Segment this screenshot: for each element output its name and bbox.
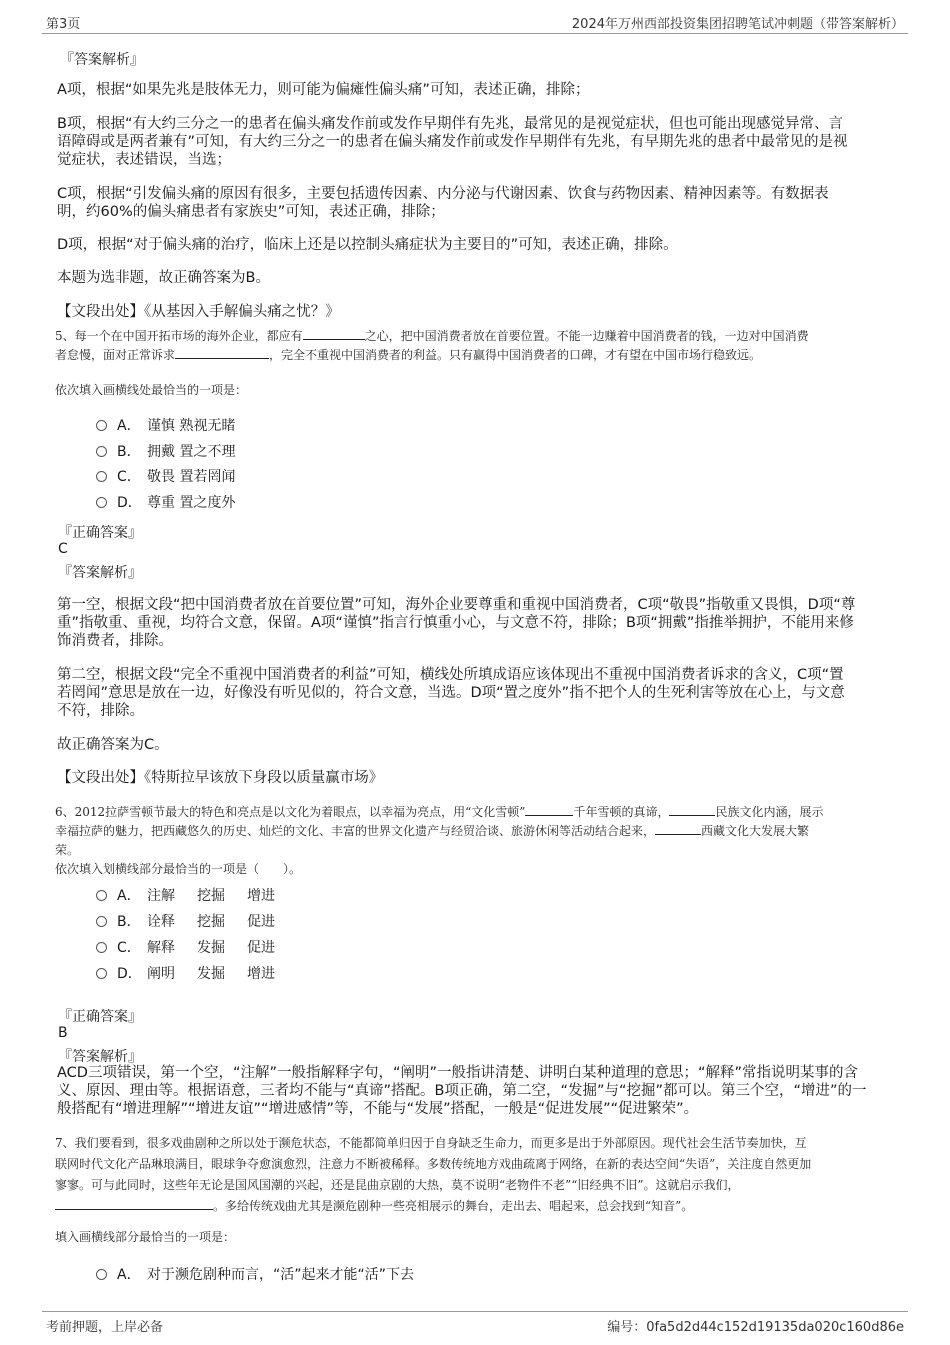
fill-blank: [669, 803, 715, 816]
q5-option-d[interactable]: D． 尊重 置之度外: [96, 493, 235, 513]
q5-analysis-p1-line3: 饰消费者，排除。: [57, 633, 173, 649]
analysis-b-line2: 语障碍或是两者兼有”可知，有大约三分之一的患者在偏头痛发作前或发作早期伴有先兆，有早期先兆的患者中最常见的是视: [57, 134, 848, 150]
q7-option-a[interactable]: A． 对于濒危剧种而言，“活”起来才能“活”下去: [96, 1265, 414, 1285]
fill-blank: [175, 346, 269, 359]
analysis-label: 『答案解析』: [58, 565, 142, 581]
radio-icon[interactable]: [96, 968, 107, 979]
footer-slogan: 考前押题，上岸必备: [46, 1320, 164, 1335]
q6-option-a[interactable]: A． 注解 挖掘 增进: [96, 886, 275, 906]
analysis-b-line1: B项，根据“有大约三分之一的患者在偏头痛发作前或发作早期伴有先兆，最常见的是视觉症状，但也可能出现感觉异常、言: [57, 116, 843, 132]
analysis-conclusion: 本题为选非题，故正确答案为B。: [57, 270, 270, 286]
radio-icon[interactable]: [96, 942, 107, 953]
radio-icon[interactable]: [96, 1269, 107, 1280]
q6-analysis-line2: 义、原因、理由等。根据语意，三者均不能与“真谛”搭配。B项正确，第二空，“发掘”与“挖掘”都可以。第三个空，“增进”的一: [57, 1083, 867, 1099]
footer-divider: [42, 1311, 908, 1312]
q5-analysis-p2-line1: 第二空，根据文段“完全不重视中国消费者的利益”可知，横线处所填成语应该体现出不重视中国消费者诉求的含义，C项“置: [57, 667, 844, 683]
q6-option-c[interactable]: C． 解释 发掘 促进: [96, 938, 275, 958]
q5-option-a[interactable]: A． 谨慎 熟视无睹: [96, 416, 235, 436]
source-citation: 【文段出处】《从基因入手解偏头痛之忧？》: [57, 304, 340, 320]
radio-icon[interactable]: [96, 471, 107, 482]
q5-conclusion: 故正确答案为C。: [57, 737, 169, 753]
analysis-c-line2: 明，约60%的偏头痛患者有家族史”可知，表述正确，排除；: [57, 204, 445, 220]
q5-stem-line2: 者怠慢，面对正常诉求 ，完全不重视中国消费者的利益。只有赢得中国消费者的口碑，才有望在中国市场行稳致远。: [55, 348, 762, 362]
analysis-a: A项，根据“如果先兆是肢体无力，则可能为偏瘫性偏头痛”可知，表述正确，排除；: [57, 82, 590, 98]
fill-blank: [655, 822, 701, 835]
q6-option-d[interactable]: D． 阐明 发掘 增进: [96, 964, 275, 984]
correct-answer-label: 『正确答案』: [58, 525, 142, 541]
doc-title: 2024年万州西部投资集团招聘笔试冲刺题（带答案解析）: [571, 17, 904, 32]
q7-stem-line2: 联网时代文化产品琳琅满目，眼球争夺愈演愈烈，注意力不断被稀释。多数传统地方戏曲疏离于网络，在新的表达空间“失语”，关注度自然更加: [55, 1157, 812, 1171]
q7-stem-line1: 7、我们要看到，很多戏曲剧种之所以处于濒危状态，不能都简单归因于自身缺乏生命力，而更多是出于外部原因。现代社会生活节奏加快，互: [55, 1136, 807, 1150]
q6-stem-line1: 6、2012拉萨雪顿节最大的特色和亮点是以文化为着眼点，以幸福为亮点，用“文化雪顿” 千年雪顿的真谛， 民族文化内涵，展示: [55, 805, 824, 819]
source-citation: 【文段出处】《特斯拉早该放下身段以质量赢市场》: [57, 770, 384, 786]
q6-prompt: 依次填入划横线部分最恰当的一项是（ ）。: [55, 862, 302, 876]
radio-icon[interactable]: [96, 420, 107, 431]
analysis-b-line3: 觉症状，表述错误，当选；: [57, 152, 231, 168]
q5-option-b[interactable]: B． 拥戴 置之不理: [96, 442, 235, 462]
q5-analysis-p2-line2: 若罔闻”意思是放在一边，好像没有听见似的，符合文意，当选。D项“置之度外”指不把个人的生死利害等放在心上，与文意: [57, 685, 845, 701]
analysis-label: 『答案解析』: [58, 1049, 142, 1065]
q6-stem-line2: 幸福拉萨的魅力，把西藏悠久的历史、灿烂的文化、丰富的世界文化遗产与经贸洽谈、旅游休闲等活动结合起来， 西藏文化大发展大繁: [55, 824, 810, 838]
radio-icon[interactable]: [96, 446, 107, 457]
analysis-c-line1: C项，根据“引发偏头痛的原因有很多，主要包括遗传因素、内分泌与代谢因素、饮食与药物因素、精神因素等。有数据表: [57, 186, 829, 202]
radio-icon[interactable]: [96, 916, 107, 927]
q6-analysis-line3: 般搭配有“增进理解”“增进友谊”“增进感情”等，不能与“发展”搭配，一般是“促进发展”“促进繁荣”。: [57, 1101, 699, 1117]
analysis-d: D项，根据“对于偏头痛的治疗，临床上还是以控制头痛症状为主要目的”可知，表述正确，排除。: [57, 237, 678, 253]
q5-prompt: 依次填入画横线处最恰当的一项是：: [55, 383, 248, 397]
q7-stem-line4: 。多给传统戏曲尤其是濒危剧种一些亮相展示的舞台，走出去、唱起来，总会找到“知音”。: [55, 1197, 693, 1216]
q7-prompt: 填入画横线部分最恰当的一项是：: [55, 1230, 236, 1244]
correct-answer: B: [58, 1025, 68, 1041]
q7-stem-line3: 寥寥。可与此同时，这些年无论是国风国潮的兴起，还是昆曲京剧的大热，莫不说明“老物件不老”“旧经典不旧”。这就启示我们，: [55, 1178, 740, 1192]
q5-analysis-p1-line1: 第一空，根据文段“把中国消费者放在首要位置”可知，海外企业要尊重和重视中国消费者，C项“敬畏”指敬重又畏惧，D项“尊: [57, 597, 856, 613]
page-number: 第3页: [46, 17, 81, 32]
fill-blank: [303, 327, 365, 340]
footer-code: 编号：0fa5d2d44c152d19135da020c160d86e: [607, 1320, 904, 1335]
q5-option-c[interactable]: C． 敬畏 置若罔闻: [96, 467, 235, 487]
correct-answer-label: 『正确答案』: [58, 1009, 142, 1025]
q5-stem-line1: 5、每一个在中国开拓市场的海外企业，都应有 之心，把中国消费者放在首要位置。不能一边赚着中国消费者的钱，一边对中国消费: [55, 329, 809, 343]
fill-blank: [55, 1197, 213, 1210]
q6-analysis-line1: ACD三项错误，第一个空，“注解”一般指解释字句，“阐明”一般指讲清楚、讲明白某种道理的意思；“解释”常指说明某事的含: [57, 1065, 859, 1081]
header-divider: [42, 33, 908, 34]
radio-icon[interactable]: [96, 890, 107, 901]
fill-blank: [525, 803, 573, 816]
q5-analysis-p2-line3: 不符，排除。: [57, 703, 144, 719]
q5-analysis-p1-line2: 重”指敬重、重视，均符合文意，保留。A项“谨慎”指言行慎重小心，与文意不符，排除；B项“拥戴”指推举拥护，不能用来修: [57, 615, 854, 631]
radio-icon[interactable]: [96, 497, 107, 508]
analysis-label: 『答案解析』: [60, 52, 144, 68]
correct-answer: C: [58, 541, 68, 557]
q6-stem-line3: 荣。: [55, 843, 80, 857]
q6-option-b[interactable]: B． 诠释 挖掘 促进: [96, 912, 275, 932]
